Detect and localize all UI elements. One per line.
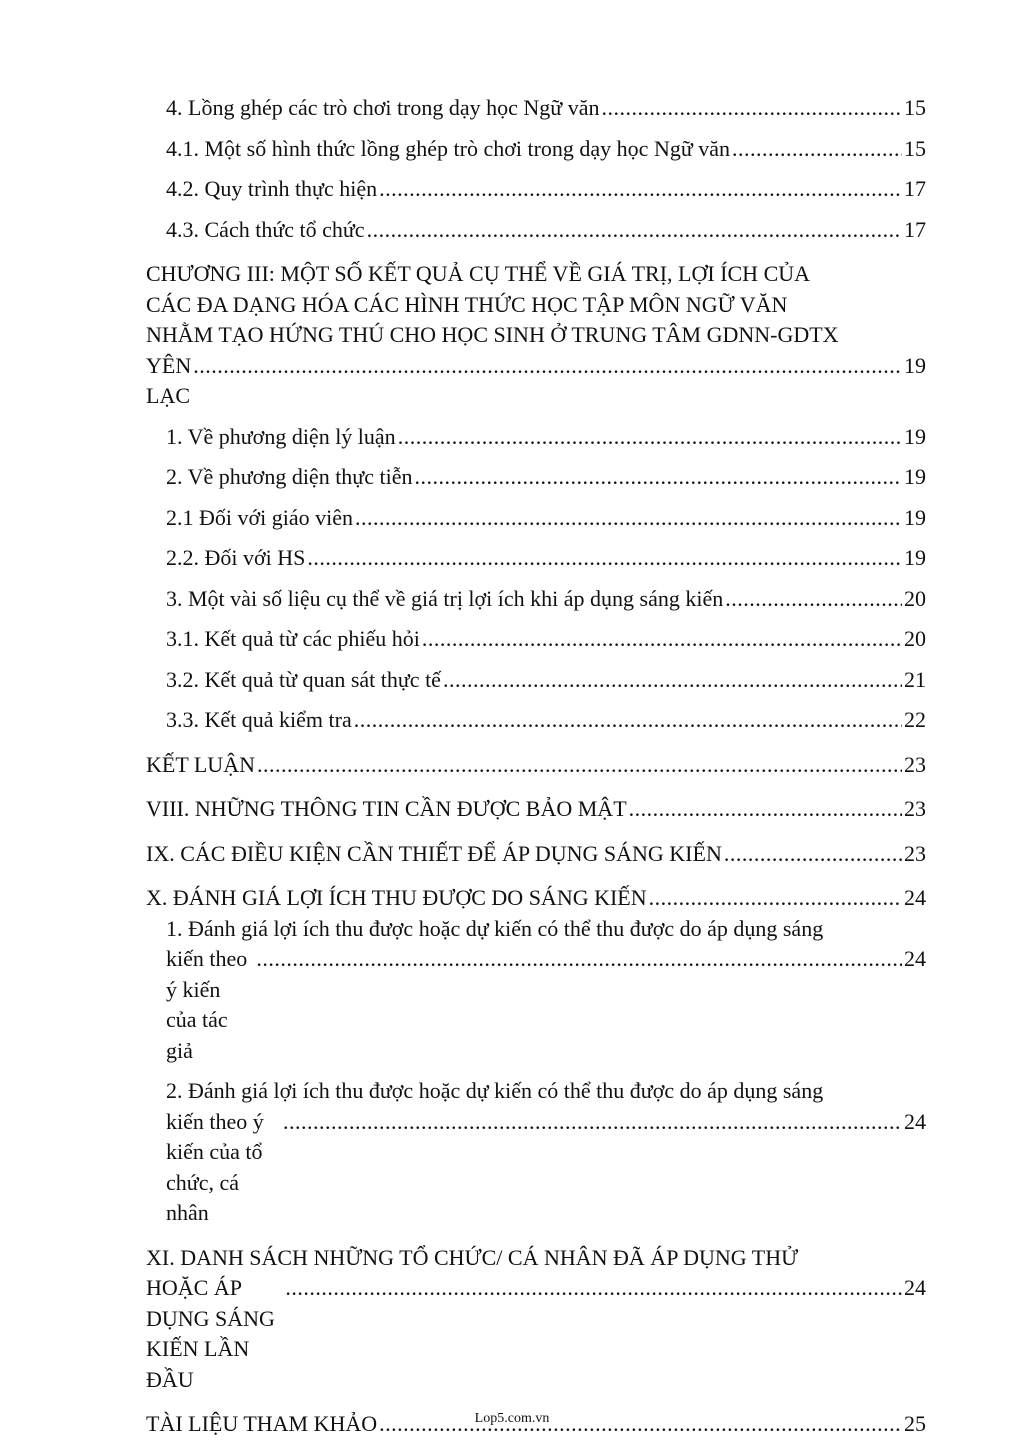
toc-entry-title-line: 2. Đánh giá lợi ích thu được hoặc dự kiến có thể thu được do áp dụng sáng <box>166 1078 824 1103</box>
toc-entry <box>146 134 926 165</box>
toc-entry-title: X. ĐÁNH GIÁ LỢI ÍCH THU ĐƯỢC DO SÁNG KIẾN <box>146 885 647 910</box>
toc-entry-title: TÀI LIỆU THAM KHẢO <box>146 1411 378 1436</box>
toc-multiline-entry <box>146 914 926 1067</box>
dot-leader <box>725 584 902 615</box>
dot-leader <box>307 543 902 574</box>
toc-page-number: 25 <box>904 1411 926 1436</box>
toc-page-number: 19 <box>904 504 926 530</box>
toc-entry <box>146 750 926 781</box>
toc-entry <box>146 665 926 696</box>
toc-entry <box>146 839 926 870</box>
toc-page-number: 20 <box>904 585 926 611</box>
toc-entry-title: 3.1. Kết quả từ các phiếu hỏi <box>166 626 420 651</box>
dot-leader <box>283 1107 902 1138</box>
toc-entry-title-line: NHẰM TẠO HỨNG THÚ CHO HỌC SINH Ở TRUNG TÂM GDNN-GDTX <box>146 322 839 347</box>
toc-page-number: 24 <box>904 1108 926 1134</box>
dot-leader <box>379 174 902 205</box>
dot-leader <box>257 750 902 781</box>
toc-page-number: 24 <box>904 946 926 971</box>
toc-page-number: 23 <box>904 751 926 777</box>
toc-entry-title: 2. Về phương diện thực tiễn <box>166 464 413 489</box>
dot-leader <box>256 944 902 975</box>
toc-page-number: 15 <box>904 135 926 161</box>
toc-entry-title-line: HOẶC ÁP DỤNG SÁNG KIẾN LẦN ĐẦU <box>146 1275 275 1392</box>
toc-entry-title-line: YÊN LẠC <box>146 352 192 408</box>
toc-page-number: 22 <box>904 707 926 732</box>
toc-multiline-entry <box>146 1243 926 1396</box>
toc-entry <box>146 215 926 246</box>
dot-leader <box>193 351 902 382</box>
dot-leader <box>367 215 902 246</box>
toc-page-number: 19 <box>904 352 926 378</box>
toc-entry-title-line: XI. DANH SÁCH NHỮNG TỔ CHỨC/ CÁ NHÂN ĐÃ ÁP DỤNG THỬ <box>146 1244 799 1270</box>
toc-entry <box>146 174 926 205</box>
dot-leader <box>354 705 902 736</box>
toc-page-number: 24 <box>904 1275 926 1300</box>
toc-entry <box>146 794 926 825</box>
dot-leader <box>732 134 902 165</box>
toc-entry <box>146 883 926 914</box>
dot-leader <box>355 503 902 534</box>
toc-entry-title-line: kiến theo ý kiến của tổ chức, cá nhân <box>166 1108 264 1225</box>
toc-entry <box>146 543 926 574</box>
toc-entry-title: 3. Một vài số liệu cụ thể về giá trị lợi ích khi áp dụng sáng kiến <box>166 585 724 611</box>
toc-entry-title: IX. CÁC ĐIỀU KIỆN CẦN THIẾT ĐỂ ÁP DỤNG SÁNG KIẾN <box>146 840 722 866</box>
toc-page-number: 24 <box>904 885 926 910</box>
toc-page-number: 20 <box>904 626 926 651</box>
toc-page-number: 17 <box>904 216 926 242</box>
toc-entry-title-line: kiến theo ý kiến của tác giả <box>166 946 248 1063</box>
dot-leader <box>724 839 902 870</box>
dot-leader <box>422 624 902 655</box>
toc-entry-title-line: 1. Đánh giá lợi ích thu được hoặc dự kiến có thể thu được do áp dụng sáng <box>166 915 824 941</box>
page-footer: Lop5.com.vn <box>474 1411 550 1426</box>
toc-entry <box>146 422 926 453</box>
dot-leader <box>398 422 902 453</box>
dot-leader <box>649 883 902 914</box>
toc-entry-title: 4.3. Cách thức tổ chức <box>166 216 365 242</box>
toc-entry-title-line: CHƯƠNG III: MỘT SỐ KẾT QUẢ CỤ THỂ VỀ GIÁ TRỊ, LỢI ÍCH CỦA <box>146 261 811 286</box>
toc-entry-title-line: CÁC ĐA DẠNG HÓA CÁC HÌNH THỨC HỌC TẬP MÔN NGỮ VĂN <box>146 291 788 317</box>
toc-entry-title: 2.2. Đối với HS <box>166 545 306 570</box>
toc-entry-title: 4.1. Một số hình thức lồng ghép trò chơi trong dạy học Ngữ văn <box>166 135 731 161</box>
toc-page-number: 17 <box>904 176 926 201</box>
dot-leader <box>443 665 902 696</box>
toc-entry <box>146 503 926 534</box>
toc-entry-title: 2.1 Đối với giáo viên <box>166 504 353 530</box>
toc-page-number: 23 <box>904 840 926 866</box>
toc-page-number: 21 <box>904 666 926 692</box>
dot-leader <box>285 1273 902 1304</box>
toc-entry <box>146 462 926 493</box>
toc-entry-title: 4.2. Quy trình thực hiện <box>166 176 378 201</box>
dot-leader <box>414 462 902 493</box>
toc-entry-title: 3.2. Kết quả từ quan sát thực tế <box>166 666 441 692</box>
toc-entry-title: 1. Về phương diện lý luận <box>166 423 396 449</box>
toc-chapter-entry <box>146 259 926 412</box>
toc-entry-title: VIII. NHỮNG THÔNG TIN CẦN ĐƯỢC BẢO MẬT <box>146 796 627 821</box>
table-of-contents <box>146 93 926 1440</box>
toc-page-number: 23 <box>904 796 926 821</box>
toc-entry <box>146 584 926 615</box>
toc-entry <box>146 705 926 736</box>
toc-page-number: 19 <box>904 423 926 449</box>
toc-entry-title: 4. Lồng ghép các trò chơi trong dạy học Ngữ văn <box>166 95 600 120</box>
toc-page-number: 19 <box>904 545 926 570</box>
toc-entry-title: KẾT LUẬN <box>146 751 255 777</box>
toc-entry <box>146 624 926 655</box>
toc-entry <box>146 93 926 124</box>
dot-leader <box>602 93 903 124</box>
toc-entry-title: 3.3. Kết quả kiểm tra <box>166 707 352 732</box>
toc-page-number: 15 <box>904 95 926 120</box>
dot-leader <box>629 794 902 825</box>
toc-multiline-entry <box>146 1076 926 1229</box>
toc-page-number: 19 <box>904 464 926 489</box>
